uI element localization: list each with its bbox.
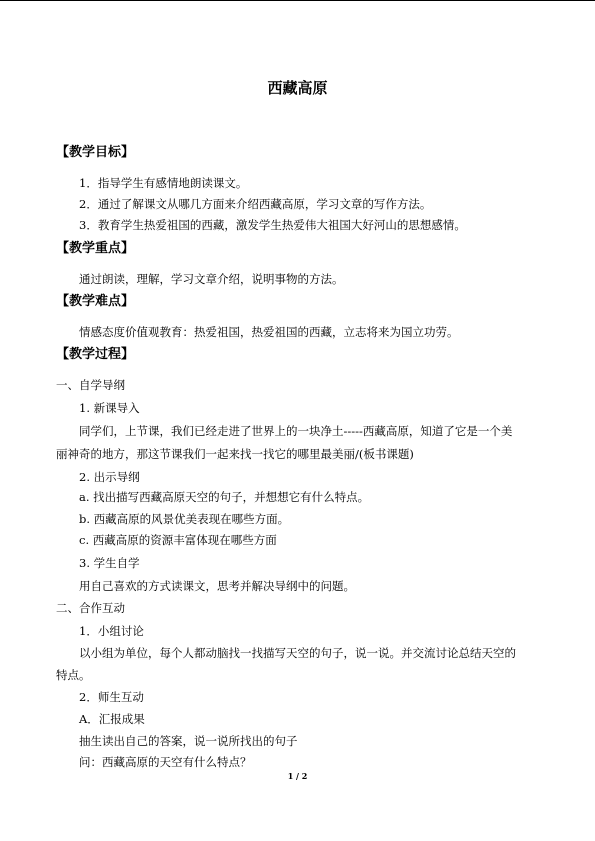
section-heading-difficulties: 【教学难点】 (56, 294, 135, 309)
objective-item-1: 1．指导学生有感情地朗读课文。 (79, 176, 248, 190)
part2-step1-text-line1: 以小组为单位，每个人都动脑找一找描写天空的句子，说一说。并交流讨论总结天空的 (79, 646, 516, 660)
part1-step1-text-line2: 丽神奇的地方，那这节课我们一起来找一找它的哪里最美丽/(板书课题) (56, 447, 414, 461)
part1-step3-text: 用自己喜欢的方式读课文，思考并解决导纲中的问题。 (79, 579, 355, 593)
part2-step2-sub-title: A．汇报成果 (79, 712, 145, 726)
part1-step3-title: 3. 学生自学 (79, 556, 140, 570)
part2-step2-sub-text: 抽生读出自己的答案，说一说所找出的句子 (79, 734, 298, 748)
page-title: 西藏高原 (267, 79, 328, 97)
part1-step2-title: 2. 出示导纲 (79, 470, 140, 484)
section-heading-key-points: 【教学重点】 (56, 241, 135, 256)
section-heading-objectives: 【教学目标】 (56, 145, 135, 160)
part1-step2-item-c: c. 西藏高原的资源丰富体现在哪些方面 (79, 533, 277, 547)
part1-title: 一、自学导纲 (56, 378, 125, 392)
part2-title: 二、合作互动 (56, 601, 125, 615)
part2-step1-title: 1．小组讨论 (79, 624, 144, 638)
part1-step1-text-line1: 同学们，上节课，我们已经走进了世界上的一块净土-----西藏高原，知道了它是一个美 (79, 424, 513, 438)
objective-item-3: 3．教育学生热爱祖国的西藏，激发学生热爱伟大祖国大好河山的思想感情。 (79, 218, 466, 232)
part2-step2-title: 2．师生互动 (79, 690, 144, 704)
part2-step1-text-line2: 特点。 (56, 668, 91, 682)
part1-step1-title: 1. 新课导入 (79, 401, 140, 415)
key-points-text: 通过朗读，理解，学习文章介绍，说明事物的方法。 (79, 272, 344, 286)
section-heading-process: 【教学过程】 (56, 347, 135, 362)
part1-step2-item-b: b. 西藏高原的风景优美表现在哪些方面。 (79, 512, 290, 526)
difficulties-text: 情感态度价值观教育：热爱祖国，热爱祖国的西藏，立志将来为国立功劳。 (79, 325, 459, 339)
part1-step2-item-a: a. 找出描写西藏高原天空的句子，并想想它有什么特点。 (79, 490, 370, 504)
part2-question: 问：西藏高原的天空有什么特点？ (79, 755, 252, 769)
page-number: 1 / 2 (287, 771, 308, 781)
objective-item-2: 2．通过了解课文从哪几方面来介绍西藏高原，学习文章的写作方法。 (79, 197, 432, 211)
page-top-border (0, 0, 595, 1)
